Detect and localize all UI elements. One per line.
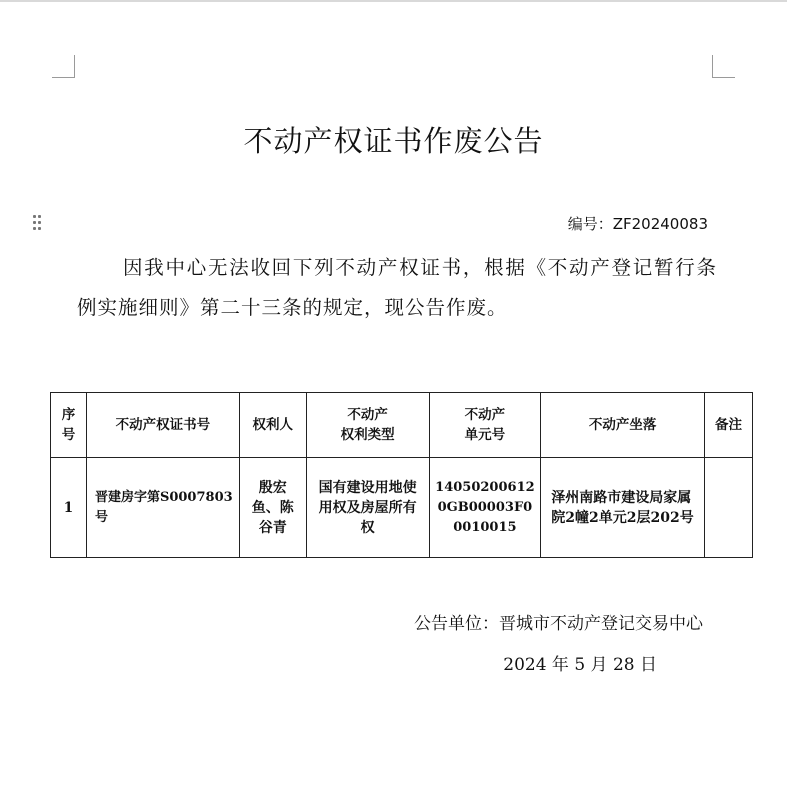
margin-corner-mark-left — [52, 55, 75, 78]
header-right-type: 不动产 权利类型 — [306, 393, 429, 458]
table-move-handle-icon[interactable] — [33, 215, 43, 231]
cell-index: 1 — [51, 458, 87, 558]
margin-corner-mark-right — [712, 55, 735, 78]
cell-right-holder: 殷宏鱼、陈谷青 — [239, 458, 306, 558]
certificate-table — [50, 392, 753, 558]
cell-certificate-number: 晋建房字第S0007803号 — [86, 458, 239, 558]
table-header-row — [51, 393, 753, 458]
document-number: 编号：ZF20240083 — [567, 215, 708, 233]
cell-location: 泽州南路市建设局家属院2幢2单元2层202号 — [541, 458, 705, 558]
cell-right-type: 国有建设用地使用权及房屋所有权 — [306, 458, 429, 558]
header-right-holder: 权利人 — [239, 393, 306, 458]
notice-title: 不动产权证书作废公告 — [243, 124, 544, 158]
cell-unit-number: 140502006120GB00003F00010015 — [429, 458, 541, 558]
header-certificate-number: 不动产权证书号 — [86, 393, 239, 458]
header-index: 序号 — [51, 393, 87, 458]
header-location: 不动产坐落 — [541, 393, 705, 458]
header-unit-number: 不动产 单元号 — [429, 393, 541, 458]
table-row — [51, 458, 753, 558]
notice-body: 因我中心无法收回下列不动产权证书，根据《不动产登记暂行条例实施细则》第二十三条的规定，现公告作废。 — [77, 256, 717, 319]
cell-remarks — [705, 458, 753, 558]
issuer-signature: 公告单位：晋城市不动产登记交易中心 — [414, 614, 703, 634]
top-border — [0, 0, 787, 2]
header-remarks: 备注 — [705, 393, 753, 458]
issue-date: 2024 年 5 月 28 日 — [503, 655, 657, 675]
